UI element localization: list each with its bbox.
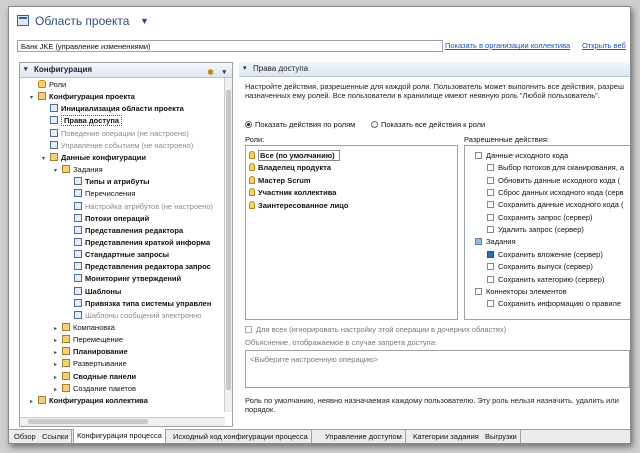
doc-icon [50, 129, 58, 137]
tree-item-label: Представления краткой информа [85, 237, 211, 247]
explanation-label: Объяснение, отображаемое в случае запрета доступа: [245, 338, 438, 347]
toolbar-dropdown-icon[interactable]: ▾ [222, 69, 226, 76]
action-checkbox[interactable] [487, 189, 494, 196]
folder-icon [38, 396, 46, 404]
action-label: Обновить данные исходного кода ( [498, 175, 621, 185]
tree-item-label: Права доступа [61, 115, 122, 126]
action-item[interactable] [487, 187, 624, 198]
permissions-header[interactable] [239, 62, 630, 77]
tree-item[interactable] [54, 358, 127, 369]
role-item[interactable] [249, 200, 348, 211]
tree-item-label: Конфигурация проекта [49, 92, 135, 102]
tree-item-label: Данные конфигурации [61, 152, 146, 162]
permissions-pane [239, 62, 630, 425]
collapse-section-icon[interactable]: ▾ [243, 65, 247, 72]
doc-icon [74, 202, 82, 210]
tab-4[interactable]: Исходный код конфигурации процесса [170, 430, 312, 443]
tree-item-label: Развертывание [73, 359, 127, 369]
tree-item[interactable] [66, 237, 210, 248]
tree-item[interactable] [42, 115, 122, 126]
tree-item[interactable] [54, 164, 103, 175]
action-label: Удалить запрос (сервер) [498, 225, 584, 235]
action-label: Задания [486, 237, 516, 247]
tree-item[interactable] [66, 213, 149, 224]
action-checkbox[interactable] [487, 214, 494, 221]
expand-toggle-icon[interactable]: ▾ [54, 168, 58, 175]
action-checkbox[interactable] [487, 300, 494, 307]
expand-toggle-icon[interactable]: ▸ [54, 338, 58, 345]
radio-all-actions[interactable]: Показать все действия к роли [371, 120, 485, 129]
tree-item-label: Перечисления [85, 189, 136, 199]
tree-item[interactable] [66, 249, 169, 260]
tree-item[interactable] [66, 273, 181, 284]
action-item[interactable] [487, 249, 603, 260]
tree-item[interactable] [42, 103, 184, 114]
action-label: Сохранить информацию о правиле [498, 299, 622, 309]
doc-icon [74, 287, 82, 295]
action-item[interactable] [487, 298, 621, 309]
role-label: Владелец продукта [258, 163, 332, 173]
tree-item[interactable] [54, 383, 136, 394]
checkbox-icon [245, 326, 252, 333]
radio-selected-icon [245, 121, 252, 128]
action-checkbox[interactable] [487, 201, 494, 208]
action-checkbox[interactable] [475, 238, 482, 245]
radio-unselected-icon [371, 121, 378, 128]
role-icon [249, 201, 255, 209]
action-label: Сохранить вложение (сервер) [498, 249, 603, 259]
tree-item[interactable] [54, 322, 115, 333]
role-label: Заинтересованное лицо [258, 200, 349, 210]
doc-icon [74, 189, 82, 197]
project-area-name-field[interactable]: Банк JKE (управление изменениями) [17, 40, 443, 52]
tree-item-label: Мониторинг утверждений [85, 274, 182, 284]
role-footer-description: Роль по умолчанию, неявно назначаемая каждому пользователю. Эту роль нельзя назначить, удалить или порядок. [245, 396, 619, 414]
action-item[interactable] [475, 236, 516, 247]
tree-item[interactable] [42, 128, 189, 139]
action-item[interactable] [487, 175, 620, 186]
expand-toggle-icon[interactable]: ▸ [54, 374, 58, 381]
tab-5[interactable]: Управление доступом [322, 430, 406, 443]
action-item[interactable] [487, 162, 624, 173]
action-item[interactable] [487, 224, 584, 235]
tree-item[interactable] [66, 201, 213, 212]
doc-icon [74, 299, 82, 307]
tree-item-label: Задания [73, 165, 103, 175]
tab-1[interactable]: Обзор [11, 430, 40, 443]
tree-item-label: Поведение операции (не настроено) [61, 128, 189, 138]
roles-list [245, 145, 458, 320]
expand-toggle-icon[interactable]: ▾ [30, 95, 34, 102]
tree-item-label: Представления редактора [85, 225, 184, 235]
folder-icon [62, 323, 70, 331]
tree-item-label: Потоки операций [85, 213, 150, 223]
tree-item-label: Сводные панели [73, 371, 137, 381]
tree-item-label: Типы и атрибуты [85, 177, 150, 187]
tree-item-label: Управление событием (не настроено) [61, 140, 194, 150]
configuration-header[interactable] [20, 63, 232, 78]
explanation-field[interactable]: <Выберите настроенную операцию> [245, 350, 630, 388]
doc-icon [74, 250, 82, 258]
tree-item-label: Создание пакетов [73, 383, 136, 393]
tree-item[interactable] [66, 261, 211, 272]
radio-actions-by-role[interactable]: Показать действия по ролям [245, 120, 355, 129]
action-checkbox[interactable] [487, 263, 494, 270]
action-item[interactable] [487, 261, 593, 272]
folder-icon [62, 335, 70, 343]
action-label: Сохранить данные исходного кода ( [498, 200, 624, 210]
action-item[interactable] [475, 286, 567, 297]
role-icon [249, 163, 255, 171]
doc-icon [74, 311, 82, 319]
tree-item-label: Перемещение [73, 335, 123, 345]
action-label: Сброс данных исходного кода (серв [498, 188, 624, 198]
expand-toggle-icon[interactable]: ▸ [54, 362, 58, 369]
project-area-icon [17, 15, 29, 26]
tree-item[interactable] [42, 140, 193, 151]
tree-item[interactable] [66, 188, 135, 199]
action-label: Сохранить запрос (сервер) [498, 212, 593, 222]
role-label: Мастер Scrum [258, 175, 311, 185]
action-checkbox[interactable] [487, 251, 494, 258]
role-label: Участник коллектива [258, 188, 337, 198]
doc-icon [50, 116, 58, 124]
folder-icon [50, 153, 58, 161]
tree-horizontal-scrollbar[interactable] [20, 417, 225, 426]
action-checkbox[interactable] [487, 226, 494, 233]
role-item[interactable] [249, 187, 336, 198]
tree-item-label: Шаблоны сообщений электронно [85, 310, 202, 320]
expand-toggle-icon[interactable]: ▸ [54, 386, 58, 393]
role-item[interactable] [249, 175, 311, 186]
tree-item-label: Конфигурация коллектива [49, 395, 148, 405]
folder-icon [62, 165, 70, 173]
folder-icon [62, 359, 70, 367]
tree-item-label: Привязка типа системы управлен [85, 298, 212, 308]
action-label: Выбор потоков для сканирования, а [498, 163, 625, 173]
action-checkbox[interactable] [487, 276, 494, 283]
role-icon [249, 151, 255, 159]
configuration-tree [20, 79, 225, 412]
tree-item-label: Планирование [73, 347, 128, 357]
role-icon [249, 188, 255, 196]
folder-icon [62, 384, 70, 392]
actions-tree [464, 145, 631, 320]
tree-item-label: Роли [49, 80, 67, 89]
tab-7[interactable]: Выгрузки [482, 430, 521, 443]
tree-item-label: Инициализация области проекта [61, 104, 184, 114]
role-label: Все (по умолчанию) [258, 150, 340, 161]
action-checkbox[interactable] [475, 152, 482, 159]
action-label: Данные исходного кода [486, 151, 569, 160]
expand-toggle-icon[interactable]: ▸ [54, 350, 58, 357]
doc-icon [74, 214, 82, 222]
tree-item[interactable] [66, 176, 150, 187]
permissions-description: Настройте действия, разрешенные для каждой роли. Пользователь может выполнить все действия, разреш назначенных ему ролей. Все пользователи в хранилище имеют неявную роль "Любой пользователь". [245, 82, 624, 100]
role-item[interactable] [249, 150, 340, 161]
action-label: Сохранить категорию (сервер) [498, 274, 605, 284]
open-web-link[interactable]: Открыть веб [582, 41, 626, 50]
action-item[interactable] [487, 199, 623, 210]
action-label: Коннекторы элементов [486, 286, 567, 296]
doc-icon [74, 274, 82, 282]
folder-icon [62, 372, 70, 380]
tree-item-label: Представления редактора запрос [85, 262, 211, 272]
action-checkbox[interactable] [475, 288, 482, 295]
configuration-title: Конфигурация [34, 65, 93, 74]
doc-icon [50, 104, 58, 112]
action-checkbox[interactable] [487, 177, 494, 184]
tree-item[interactable] [66, 310, 201, 321]
folder-icon [62, 347, 70, 355]
editor-tabs [9, 429, 630, 444]
doc-icon [74, 177, 82, 185]
tree-item[interactable] [42, 152, 146, 163]
permissions-title: Права доступа [253, 64, 309, 73]
folder-icon [38, 92, 46, 100]
tree-item-label: Стандартные запросы [85, 250, 170, 260]
tree-item[interactable] [66, 298, 211, 309]
title-menu-chevron-icon[interactable]: ▼ [140, 16, 149, 26]
tree-item[interactable] [54, 371, 136, 382]
wand-icon[interactable]: ✱ [207, 68, 214, 77]
show-in-team-org-link[interactable]: Показать в организации коллектива [445, 41, 571, 50]
doc-icon [50, 141, 58, 149]
tree-item[interactable] [30, 91, 135, 102]
tree-item-label: Шаблоны [85, 286, 122, 296]
role-icon [249, 176, 255, 184]
doc-icon [74, 262, 82, 270]
action-item[interactable] [487, 212, 593, 223]
tree-item-label: Настройка атрибутов (не настроено) [85, 201, 213, 211]
role-icon [38, 80, 46, 88]
action-item[interactable] [487, 274, 604, 285]
editor-header [9, 7, 630, 39]
actions-label: Разрешенные действия: [464, 135, 549, 144]
roles-label: Роли: [245, 135, 265, 144]
action-checkbox[interactable] [487, 164, 494, 171]
tab-2[interactable]: Ссылки [39, 430, 72, 443]
tree-item[interactable] [54, 334, 123, 345]
tab-6[interactable]: Категории задания [410, 430, 483, 443]
configuration-pane [19, 62, 233, 427]
role-item[interactable] [249, 162, 331, 173]
action-item[interactable] [475, 150, 568, 161]
tree-vertical-scrollbar[interactable] [224, 78, 232, 412]
expand-toggle-icon[interactable]: ▸ [54, 326, 58, 332]
tab-3[interactable]: Конфигурация процесса [73, 429, 166, 443]
tree-item[interactable] [30, 395, 148, 406]
tree-item[interactable] [66, 225, 183, 236]
doc-icon [74, 226, 82, 234]
tree-item[interactable] [54, 346, 128, 357]
expand-toggle-icon[interactable]: ▸ [30, 398, 34, 405]
tree-item-label: Компановка [73, 323, 115, 332]
action-label: Сохранить выпуск (сервер) [498, 262, 593, 272]
expand-toggle-icon[interactable]: ▾ [42, 155, 46, 162]
project-area-editor [8, 6, 631, 444]
tree-item[interactable] [30, 79, 66, 90]
apply-to-all-checkbox[interactable]: Для всех (игнорировать настройку этой операции в дочерних областях) [245, 325, 506, 334]
collapse-section-icon[interactable]: ▾ [24, 66, 28, 73]
tree-item[interactable] [66, 286, 121, 297]
doc-icon [74, 238, 82, 246]
page-title: Область проекта [35, 14, 130, 28]
